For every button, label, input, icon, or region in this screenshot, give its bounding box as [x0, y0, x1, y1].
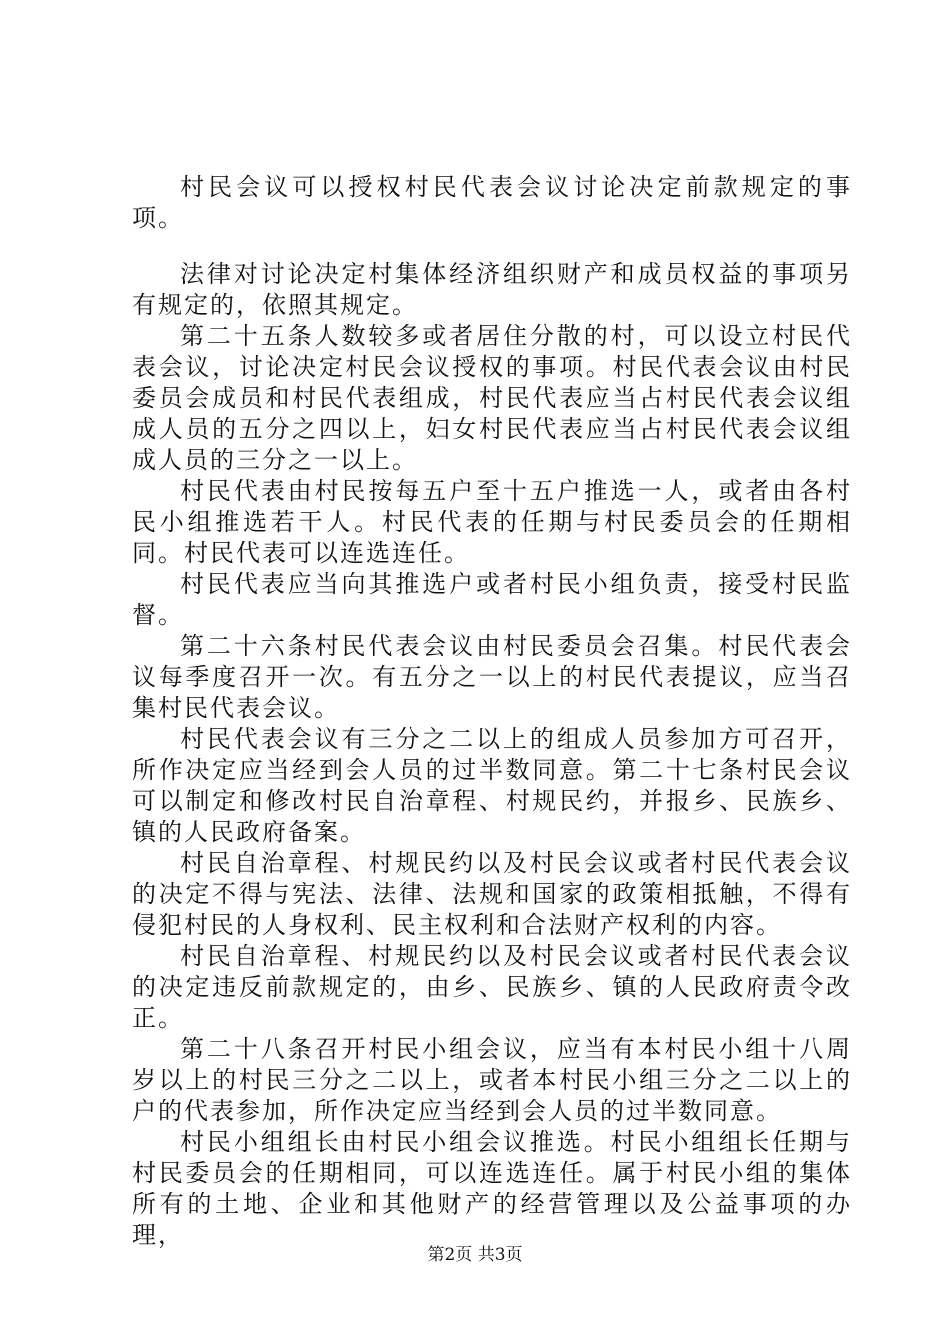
paragraph: 第二十六条村民代表会议由村民委员会召集。村民代表会议每季度召开一次。有五分之一以上的村民代表提议，应当召集村民代表会议。 — [132, 632, 852, 722]
document-body — [132, 172, 852, 1251]
paragraph: 村民自治章程、村规民约以及村民会议或者村民代表会议的决定违反前款规定的，由乡、民族乡、镇的人民政府责令改正。 — [132, 942, 852, 1032]
paragraph: 村民小组组长由村民小组会议推选。村民小组组长任期与村民委员会的任期相同，可以连选连任。属于村民小组的集体所有的土地、企业和其他财产的经营管理以及公益事项的办理， — [132, 1128, 852, 1249]
paragraph: 法律对讨论决定村集体经济组织财产和成员权益的事项另有规定的，依照其规定。 — [132, 260, 852, 319]
paragraph: 第二十五条人数较多或者居住分散的村，可以设立村民代表会议，讨论决定村民会议授权的事项。村民代表会议由村民委员会成员和村民代表组成，村民代表应当占村民代表会议组成人员的五分之四以上，妇女村民代表应当占村民代表会议组成人员的三分之一以上。 — [132, 322, 852, 474]
page-number-footer: 第2页 共3页 — [427, 1245, 523, 1265]
paragraph: 村民代表会议有三分之二以上的组成人员参加方可召开，所作决定应当经到会人员的过半数同意。第二十七条村民会议可以制定和修改村民自治章程、村规民约，并报乡、民族乡、镇的人民政府备案。 — [132, 725, 852, 846]
paragraph: 村民代表应当向其推选户或者村民小组负责，接受村民监督。 — [132, 570, 852, 629]
paragraph: 第二十八条召开村民小组会议，应当有本村民小组十八周岁以上的村民三分之二以上，或者本村民小组三分之二以上的户的代表参加，所作决定应当经到会人员的过半数同意。 — [132, 1035, 852, 1125]
paragraph: 村民自治章程、村规民约以及村民会议或者村民代表会议的决定不得与宪法、法律、法规和国家的政策相抵触，不得有侵犯村民的人身权利、民主权利和合法财产权利的内容。 — [132, 849, 852, 939]
paragraph: 村民代表由村民按每五户至十五户推选一人，或者由各村民小组推选若干人。村民代表的任期与村民委员会的任期相同。村民代表可以连选连任。 — [132, 477, 852, 567]
paragraph: 村民会议可以授权村民代表会议讨论决定前款规定的事项。 — [132, 173, 852, 232]
